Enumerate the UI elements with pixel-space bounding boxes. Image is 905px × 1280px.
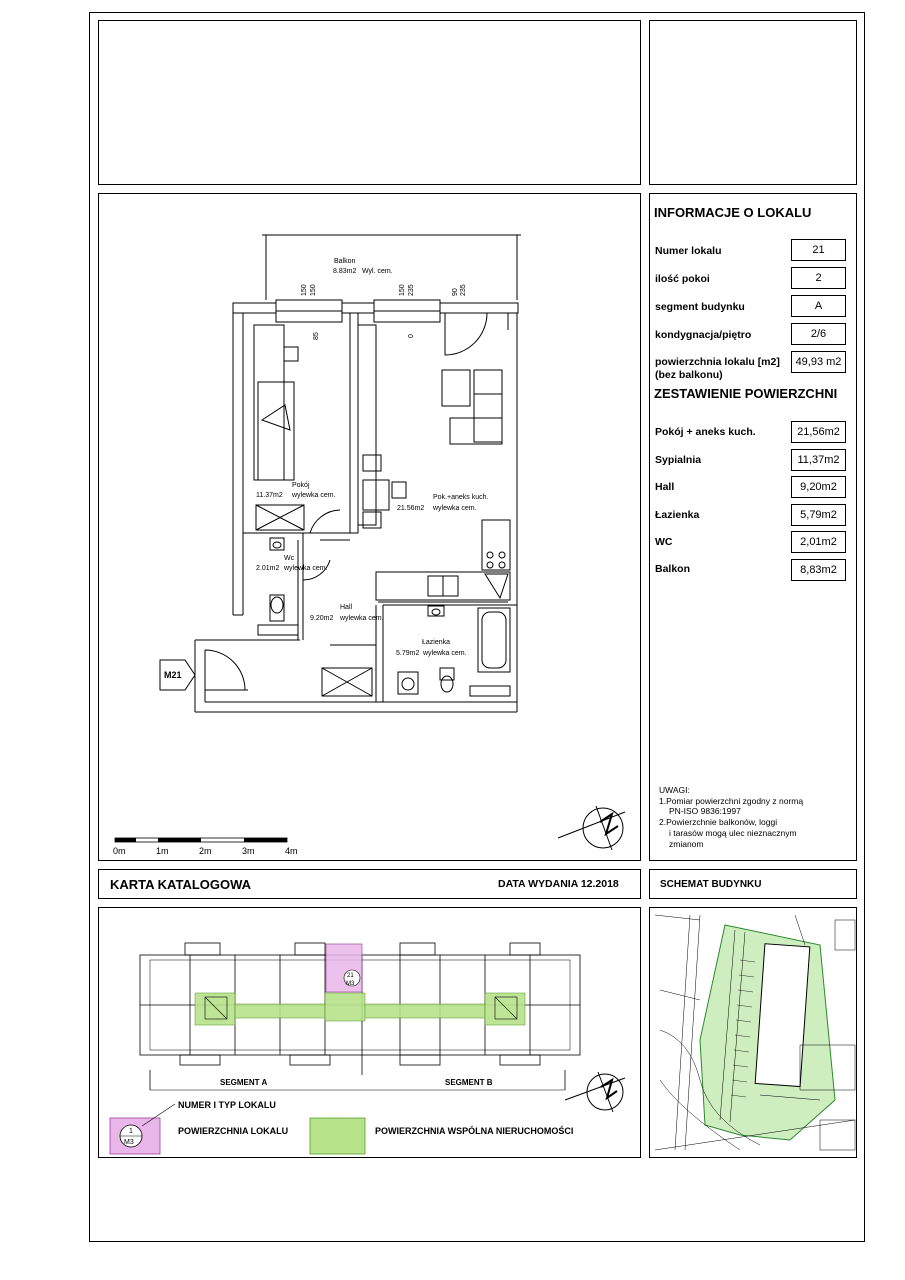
bath-floor: wylewka cem. [423, 650, 467, 657]
dim-6: 0 [408, 334, 415, 338]
dim-4: 150 [399, 284, 406, 296]
info-value-area: 49,93 m2 [791, 351, 846, 373]
bath-area: 5.79m2 [396, 650, 420, 657]
unit-tag-bottom: M3 [346, 981, 355, 987]
segment-a-label: SEGMENT A [220, 1078, 268, 1087]
dim-3: 85 [313, 332, 320, 340]
info-label-area-note: (bez balkonu) [655, 369, 723, 381]
balcony-name: Balkon [334, 258, 356, 265]
area-value-living: 21,56m2 [791, 421, 846, 443]
wc-floor: wylewka cem. [284, 565, 328, 572]
bedroom-floor: wylewka cem. [292, 492, 336, 499]
areas-title: ZESTAWIENIE POWIERZCHNI [654, 386, 838, 401]
info-label-rooms: ilość pokoi [655, 273, 710, 285]
info-title: INFORMACJE O LOKALU [654, 205, 812, 220]
info-value-unit-number: 21 [791, 239, 846, 261]
living-floor: wylewka cem. [433, 505, 477, 512]
area-label-living: Pokój + aneks kuch. [655, 426, 756, 438]
legend-tag-top: 1 [129, 1128, 133, 1135]
notes-line-1: 1.Pomiar powierzchni zgodny z normą [659, 796, 804, 806]
bedroom-area: 11.37m2 [256, 492, 283, 499]
info-label-unit-number: Numer lokalu [655, 245, 722, 257]
hall-area: 9.20m2 [310, 615, 334, 622]
issue-date: DATA WYDANIA 12.2018 [498, 878, 619, 890]
scale-tick-0: 0m [113, 846, 126, 856]
notes-line-2: PN-ISO 9836:1997 [669, 806, 741, 816]
area-label-balcony: Balkon [655, 563, 691, 575]
area-label-hall: Hall [655, 481, 675, 493]
living-name: Pok.+aneks kuch. [433, 494, 489, 501]
area-value-bedroom: 11,37m2 [791, 449, 846, 471]
bath-name: Łazienka [422, 639, 451, 646]
segment-b-label: SEGMENT B [445, 1078, 493, 1087]
living-area: 21.56m2 [397, 505, 425, 512]
dim-2: 150 [310, 284, 317, 296]
scale-tick-4: 4m [285, 846, 298, 856]
scale-tick-2: 2m [199, 846, 212, 856]
dim-5: 235 [408, 284, 415, 296]
area-label-bath: Łazienka [655, 509, 700, 521]
scale-tick-3: 3m [242, 846, 255, 856]
unit-tag-top: 21 [347, 973, 354, 979]
info-value-segment: A [791, 295, 846, 317]
info-label-area: powierzchnia lokalu [m2] [655, 356, 780, 368]
area-value-wc: 2,01m2 [791, 531, 846, 553]
balcony-area: 8.83m2 [333, 268, 357, 275]
wc-name: Wc [284, 555, 295, 562]
info-label-floor: kondygnacja/piętro [655, 329, 752, 341]
entrance-tag: M21 [164, 670, 182, 680]
info-label-segment: segment budynku [655, 301, 745, 313]
hall-name: Hall [340, 604, 353, 611]
wc-area: 2.01m2 [256, 565, 280, 572]
legend-common-label: POWIERZCHNIA WSPÓLNA NIERUCHOMOŚCI [375, 1126, 574, 1136]
info-value-floor: 2/6 [791, 323, 846, 345]
area-label-bedroom: Sypialnia [655, 454, 702, 466]
legend-number-label: NUMER I TYP LOKALU [178, 1100, 276, 1110]
legend-unit-label: POWIERZCHNIA LOKALU [178, 1126, 289, 1136]
scale-tick-1: 1m [156, 846, 169, 856]
area-value-bath: 5,79m2 [791, 504, 846, 526]
notes-line-5: zmianom [669, 839, 704, 849]
area-value-hall: 9,20m2 [791, 476, 846, 498]
notes-line-4: i tarasów mogą ulec nieznacznym [669, 828, 797, 838]
bedroom-name: Pokój [292, 482, 310, 489]
schema-title: SCHEMAT BUDYNKU [660, 879, 762, 890]
legend-tag-bottom: M3 [124, 1139, 134, 1146]
area-value-balcony: 8,83m2 [791, 559, 846, 581]
dim-1: 150 [301, 284, 308, 296]
catalog-title: KARTA KATALOGOWA [110, 877, 252, 892]
area-label-wc: WC [655, 536, 673, 548]
dim-8: 235 [460, 284, 467, 296]
notes-line-3: 2.Powierzchnie balkonów, loggi [659, 817, 778, 827]
balcony-floor: Wyl. cem. [362, 268, 393, 275]
info-value-rooms: 2 [791, 267, 846, 289]
dim-7: 90 [452, 288, 459, 296]
hall-floor: wylewka cem. [340, 615, 384, 622]
notes-title: UWAGI: [659, 785, 690, 795]
